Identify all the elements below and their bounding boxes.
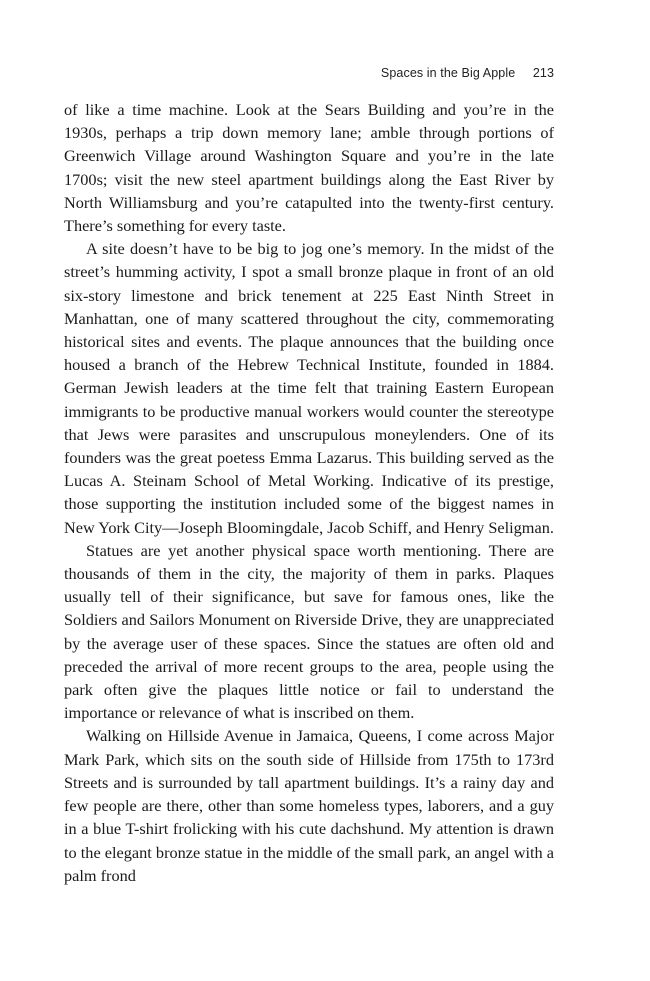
paragraph: Walking on Hillside Avenue in Jamaica, Queens, I come across Major Mark Park, which sits on the south side of Hillside from 175th to 173rd Streets and is surrounded by tall apartment buildings. It’s a rainy day and few people are there, other than some homeless types, laborers, and a guy in a blue T-shirt frolicking with his cute dachshund. My attention is drawn to the elegant bronze statue in the middle of the small park, an angel with a palm frond [64, 726, 554, 885]
paragraph: Statues are yet another physical space worth mentioning. There are thousands of them in the city, the majority of them in parks. Plaques usually tell of their significance, but save for famous ones, like the Soldiers and Sailors Monument on Riverside Drive, they are unappreciated by the average user of these spaces. Since the statues are often old and preceded the arrival of more recent groups to the area, people using the park often give the plaques little notice or fail to understand the importance or relevance of what is inscribed on them. [64, 540, 554, 723]
paragraph-continued: of like a time machine. Look at the Sears Building and you’re in the 1930s, perhaps a trip down memory lane; amble through portions of Greenwich Village around Washington Square and you’re in the late 1700s; visit the new steel apartment buildings along the East River by North Williamsburg and you’re catapulted into the twenty-first century. There’s something for every taste. [64, 100, 554, 236]
running-title: Spaces in the Big Apple [380, 66, 516, 80]
paragraph: A site doesn’t have to be big to jog one’s memory. In the midst of the street’s humming activity, I spot a small bronze plaque in front of an old six-story limestone and brick tenement at 225 East Ninth Street in Manhattan, one of many scattered throughout the city, commemorating historical sites and events. The plaque announces that the building once housed a branch of the Hebrew Technical Institute, founded in 1884. German Jewish leaders at the time felt that training Eastern European immigrants to be productive manual workers would counter the stereotype that Jews were parasites and unscrupulous moneylenders. One of its founders was the great poetess Emma Lazarus. This building served as the Lucas A. Steinam School of Metal Working. Indicative of its prestige, those supporting the institution included some of the biggest names in New York City—Joseph Bloomingdale, Jacob Schiff, and Henry Seligman. [64, 239, 554, 537]
running-head [381, 66, 554, 80]
page-number: 213 [532, 66, 554, 80]
body-text [64, 98, 554, 887]
